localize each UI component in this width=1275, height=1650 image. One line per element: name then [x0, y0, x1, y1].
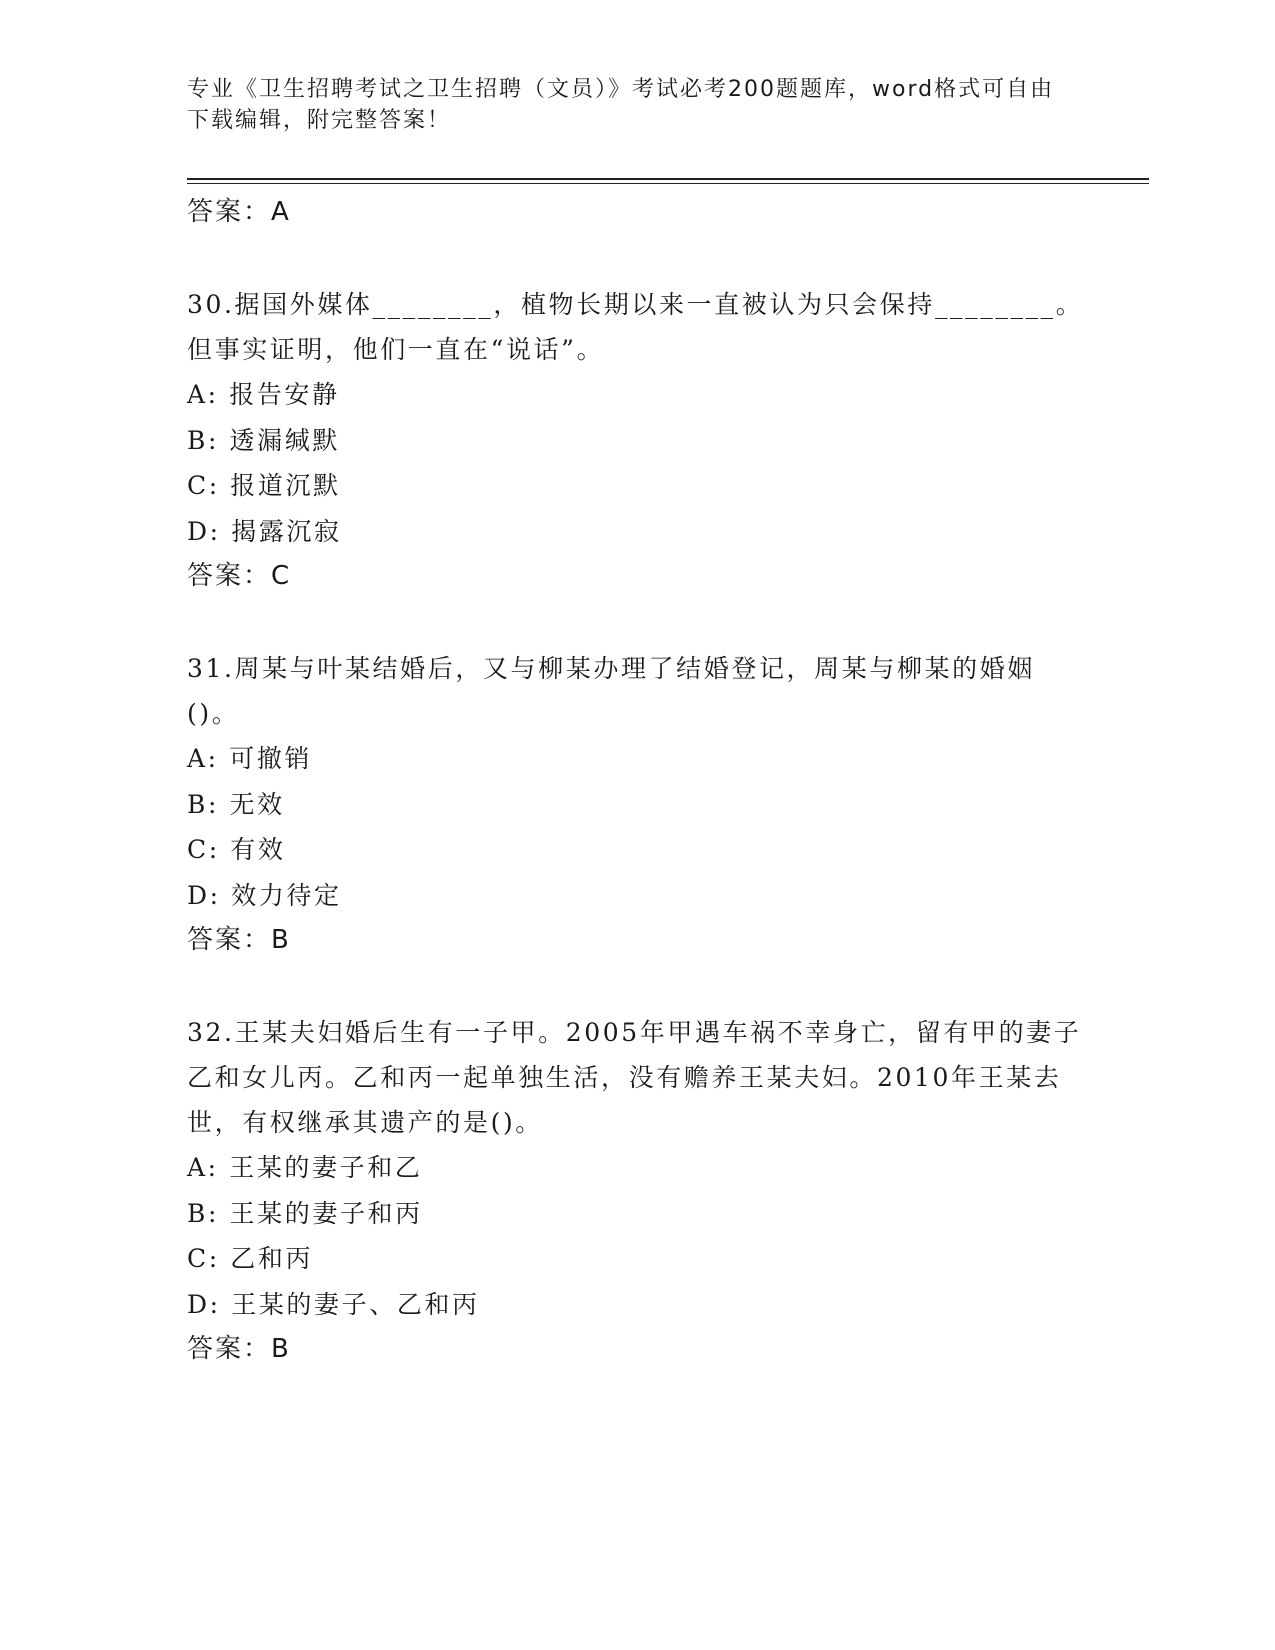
question-list — [187, 190, 1087, 1371]
spacer — [187, 962, 1087, 1010]
option-a: A: 王某的妻子和乙 — [187, 1153, 423, 1182]
question-stem: 31.周某与叶某结婚后，又与柳某办理了结婚登记，周某与柳某的婚姻()。 — [187, 654, 1035, 728]
answer-line: 答案：C — [187, 561, 292, 591]
option-c: C: 有效 — [187, 835, 286, 864]
option-c: C: 报道沉默 — [187, 471, 341, 500]
spacer — [187, 234, 1087, 282]
header-divider-thin — [187, 183, 1149, 184]
question-block — [187, 282, 1087, 598]
option-b: B: 无效 — [187, 789, 285, 819]
question-block — [187, 1010, 1087, 1371]
option-a: A: 可撤销 — [187, 744, 313, 773]
answer-line: 答案：B — [187, 925, 291, 955]
spacer — [187, 598, 1087, 646]
option-d: D: 王某的妻子、乙和丙 — [187, 1289, 480, 1319]
header-divider — [187, 178, 1149, 180]
answer-line: 答案：B — [187, 1334, 291, 1364]
option-a: A: 报告安静 — [187, 380, 340, 409]
question-stem: 32.王某夫妇婚后生有一子甲。2005年甲遇车祸不幸身亡，留有甲的妻子乙和女儿丙。乙和丙一起单独生活，没有赡养王某夫妇。2010年王某去世，有权继承其遗产的是()。 — [187, 1018, 1082, 1137]
option-b: B: 王某的妻子和丙 — [187, 1198, 423, 1228]
question-block — [187, 646, 1087, 962]
option-c: C: 乙和丙 — [187, 1244, 314, 1273]
option-d: D: 揭露沉寂 — [187, 516, 342, 546]
page-header: 专业《卫生招聘考试之卫生招聘（文员）》考试必考200题题库，word格式可自由下载编辑，附完整答案！ — [187, 77, 1055, 133]
option-b: B: 透漏缄默 — [187, 425, 340, 455]
question-stem: 30.据国外媒体________，植物长期以来一直被认为只会保持________。但事实证明，他们一直在“说话”。 — [187, 290, 1084, 364]
option-d: D: 效力待定 — [187, 880, 342, 910]
answer-line: 答案：A — [187, 197, 291, 227]
